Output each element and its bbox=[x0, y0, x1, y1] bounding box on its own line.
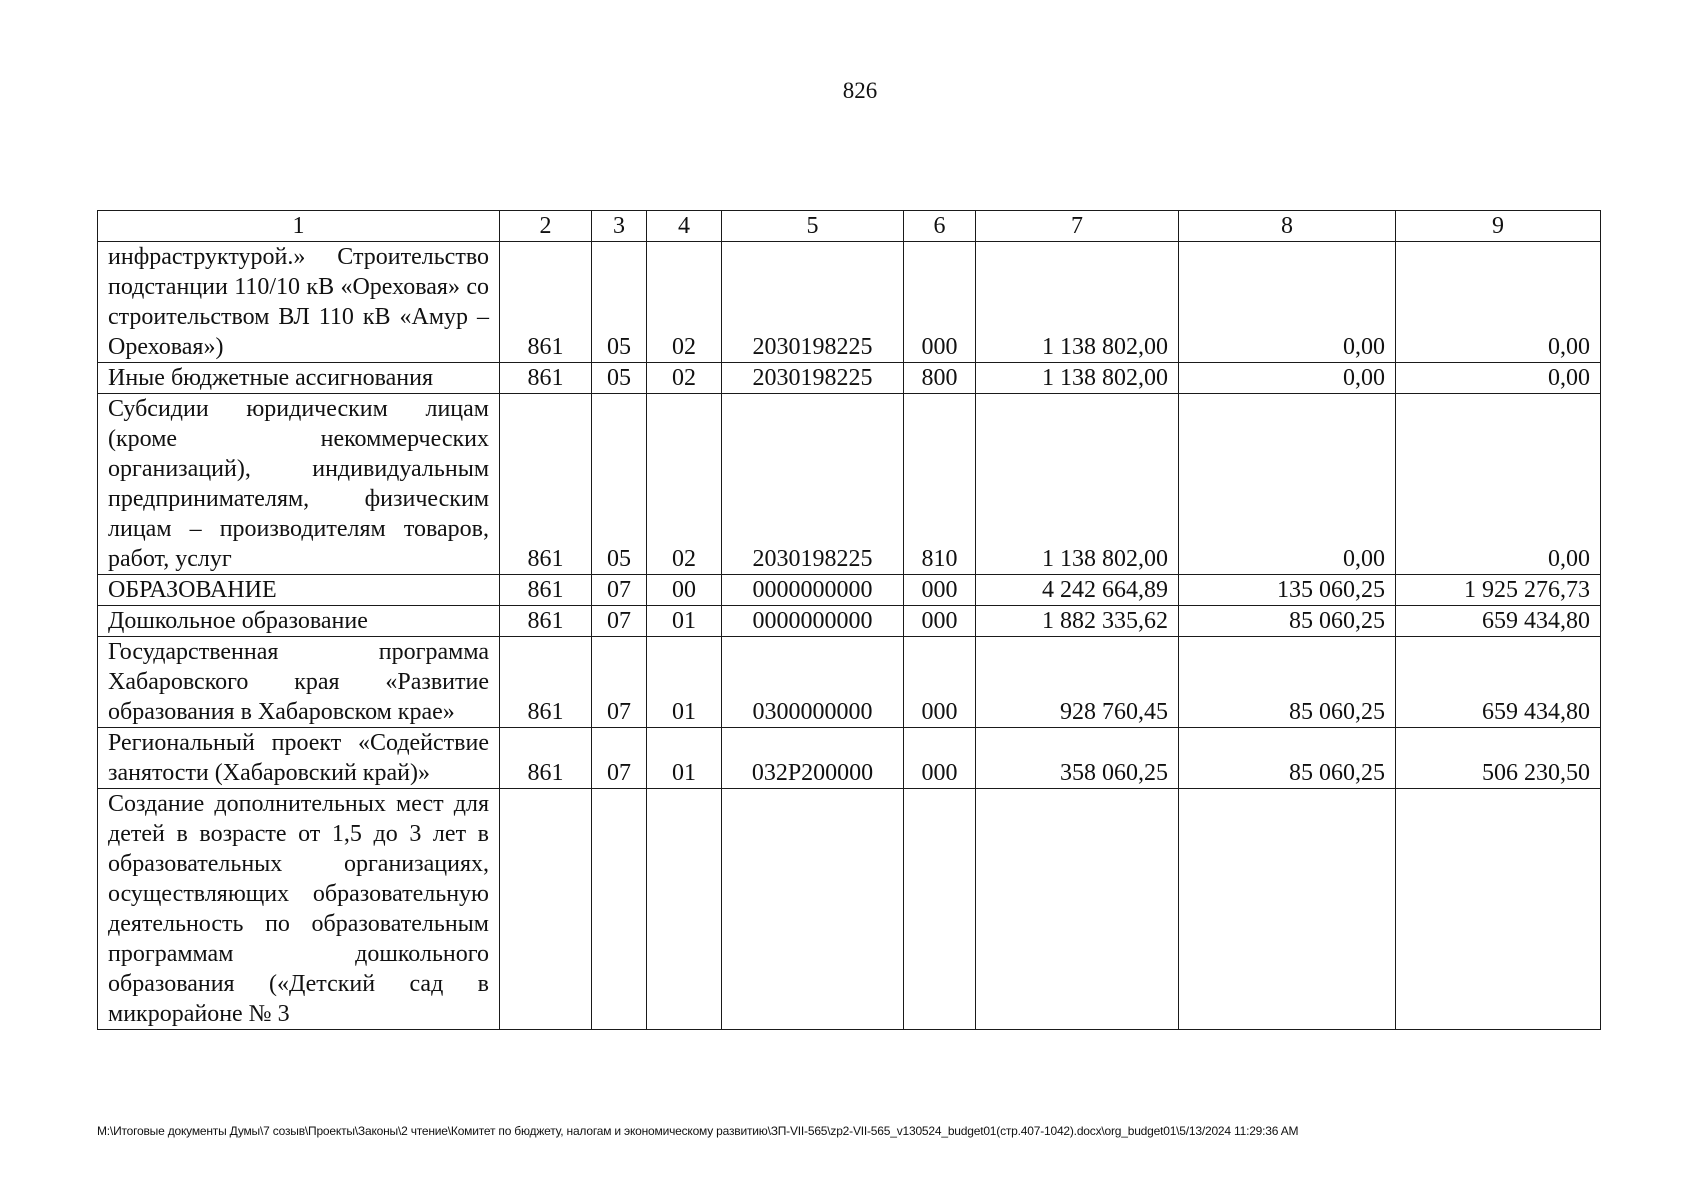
cell-subsection: 02 bbox=[647, 242, 722, 363]
cell-amount-9: 506 230,50 bbox=[1396, 728, 1601, 789]
cell-expense-type: 810 bbox=[904, 394, 976, 575]
cell-admin-code: 861 bbox=[500, 606, 592, 637]
cell-amount-8: 85 060,25 bbox=[1179, 728, 1396, 789]
file-path-footer: M:\Итоговые документы Думы\7 созыв\Проекты\Законы\2 чтение\Комитет по бюджету, налогам и экономическому развитию\ЗП-VII-565\zp2-VII-565_v130524_budget01(стр.407-1042).docx\org_budget01\5/13/2024 11:29:36 AM bbox=[97, 1124, 1299, 1138]
cell-subsection bbox=[647, 789, 722, 1030]
cell-subsection: 02 bbox=[647, 363, 722, 394]
cell-section: 05 bbox=[592, 242, 647, 363]
cell-subsection: 02 bbox=[647, 394, 722, 575]
table-row bbox=[98, 789, 1601, 1030]
column-header: 4 bbox=[647, 211, 722, 242]
cell-expense-type: 000 bbox=[904, 637, 976, 728]
column-header: 8 bbox=[1179, 211, 1396, 242]
cell-amount-8: 0,00 bbox=[1179, 363, 1396, 394]
cell-admin-code: 861 bbox=[500, 394, 592, 575]
cell-target-article: 0300000000 bbox=[722, 637, 904, 728]
budget-table bbox=[97, 210, 1601, 1030]
cell-amount-9: 1 925 276,73 bbox=[1396, 575, 1601, 606]
cell-amount-9: 659 434,80 bbox=[1396, 606, 1601, 637]
cell-section: 05 bbox=[592, 394, 647, 575]
cell-admin-code bbox=[500, 789, 592, 1030]
column-header: 3 bbox=[592, 211, 647, 242]
cell-admin-code: 861 bbox=[500, 363, 592, 394]
cell-target-article: 032P200000 bbox=[722, 728, 904, 789]
page-number: 826 bbox=[842, 78, 878, 103]
row-name: Государственная программа Хабаровского края «Развитие образования в Хабаровском крае» bbox=[98, 637, 500, 728]
cell-target-article: 2030198225 bbox=[722, 394, 904, 575]
cell-amount-7: 1 138 802,00 bbox=[976, 242, 1179, 363]
column-header: 9 bbox=[1396, 211, 1601, 242]
cell-section: 07 bbox=[592, 728, 647, 789]
cell-admin-code: 861 bbox=[500, 728, 592, 789]
row-name: инфраструктурой.» Строительство подстанции 110/10 кВ «Ореховая» со строительством ВЛ 110 кВ «Амур – Ореховая») bbox=[98, 242, 500, 363]
cell-section: 07 bbox=[592, 637, 647, 728]
cell-expense-type: 000 bbox=[904, 575, 976, 606]
table-row bbox=[98, 394, 1601, 575]
cell-expense-type bbox=[904, 789, 976, 1030]
table-row bbox=[98, 637, 1601, 728]
row-name: Региональный проект «Содействие занятости (Хабаровский край)» bbox=[98, 728, 500, 789]
column-header: 2 bbox=[500, 211, 592, 242]
cell-expense-type: 000 bbox=[904, 728, 976, 789]
cell-amount-8: 0,00 bbox=[1179, 394, 1396, 575]
row-name: ОБРАЗОВАНИЕ bbox=[98, 575, 500, 606]
table-row bbox=[98, 363, 1601, 394]
cell-target-article: 2030198225 bbox=[722, 242, 904, 363]
column-header: 5 bbox=[722, 211, 904, 242]
cell-target-article bbox=[722, 789, 904, 1030]
cell-amount-8: 0,00 bbox=[1179, 242, 1396, 363]
cell-admin-code: 861 bbox=[500, 637, 592, 728]
row-name: Субсидии юридическим лицам (кроме некоммерческих организаций), индивидуальным предпринимателям, физическим лицам – производителям товаров, работ, услуг bbox=[98, 394, 500, 575]
cell-section bbox=[592, 789, 647, 1030]
cell-admin-code: 861 bbox=[500, 242, 592, 363]
table-row bbox=[98, 575, 1601, 606]
row-name: Дошкольное образование bbox=[98, 606, 500, 637]
cell-amount-9 bbox=[1396, 789, 1601, 1030]
cell-amount-9: 0,00 bbox=[1396, 394, 1601, 575]
cell-amount-9: 659 434,80 bbox=[1396, 637, 1601, 728]
row-name: Иные бюджетные ассигнования bbox=[98, 363, 500, 394]
cell-amount-8: 135 060,25 bbox=[1179, 575, 1396, 606]
cell-target-article: 2030198225 bbox=[722, 363, 904, 394]
cell-section: 05 bbox=[592, 363, 647, 394]
cell-amount-7: 1 882 335,62 bbox=[976, 606, 1179, 637]
table-header-row bbox=[98, 211, 1601, 242]
cell-amount-9: 0,00 bbox=[1396, 242, 1601, 363]
cell-subsection: 00 bbox=[647, 575, 722, 606]
cell-expense-type: 000 bbox=[904, 606, 976, 637]
table-row bbox=[98, 728, 1601, 789]
table-row bbox=[98, 606, 1601, 637]
cell-amount-7: 928 760,45 bbox=[976, 637, 1179, 728]
cell-amount-7 bbox=[976, 789, 1179, 1030]
cell-subsection: 01 bbox=[647, 728, 722, 789]
cell-target-article: 0000000000 bbox=[722, 575, 904, 606]
cell-amount-9: 0,00 bbox=[1396, 363, 1601, 394]
cell-amount-7: 4 242 664,89 bbox=[976, 575, 1179, 606]
table-row bbox=[98, 242, 1601, 363]
cell-amount-7: 358 060,25 bbox=[976, 728, 1179, 789]
cell-amount-7: 1 138 802,00 bbox=[976, 363, 1179, 394]
cell-subsection: 01 bbox=[647, 606, 722, 637]
cell-expense-type: 000 bbox=[904, 242, 976, 363]
cell-amount-8 bbox=[1179, 789, 1396, 1030]
cell-target-article: 0000000000 bbox=[722, 606, 904, 637]
row-name: Создание дополнительных мест для детей в возрасте от 1,5 до 3 лет в образовательных организациях, осуществляющих образовательную деятельность по образовательным программам дошкольного образования («Детский сад в микрорайоне № 3 bbox=[98, 789, 500, 1030]
column-header: 7 bbox=[976, 211, 1179, 242]
cell-amount-8: 85 060,25 bbox=[1179, 606, 1396, 637]
column-header: 6 bbox=[904, 211, 976, 242]
column-header: 1 bbox=[98, 211, 500, 242]
cell-amount-8: 85 060,25 bbox=[1179, 637, 1396, 728]
cell-section: 07 bbox=[592, 606, 647, 637]
cell-subsection: 01 bbox=[647, 637, 722, 728]
cell-expense-type: 800 bbox=[904, 363, 976, 394]
cell-admin-code: 861 bbox=[500, 575, 592, 606]
cell-amount-7: 1 138 802,00 bbox=[976, 394, 1179, 575]
cell-section: 07 bbox=[592, 575, 647, 606]
